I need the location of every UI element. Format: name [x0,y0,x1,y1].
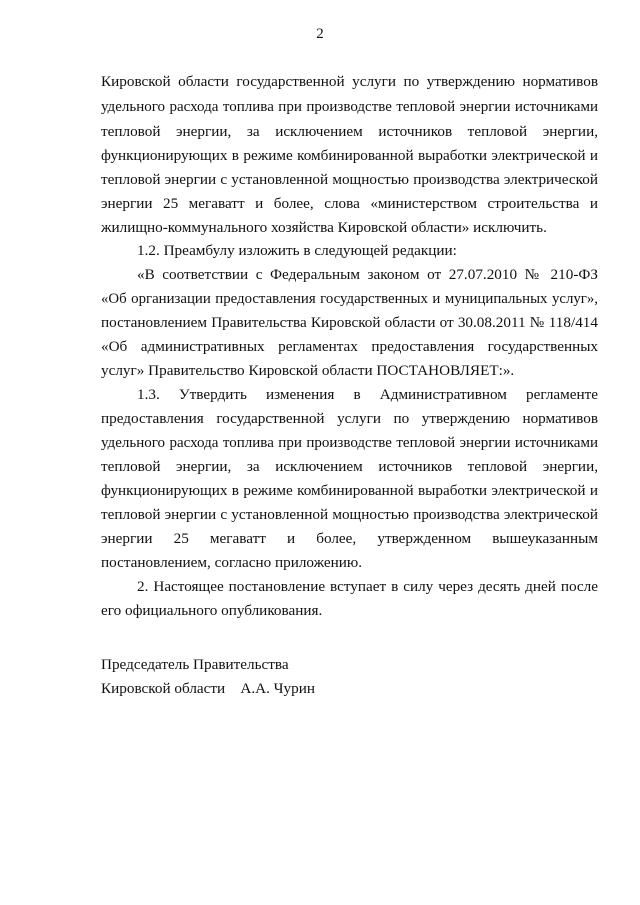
text-line: функционирующих в режиме комбинированной выработки электрической и [101,147,598,164]
text-line: «В соответствии с Федеральным законом от 27.07.2010 № 210-ФЗ [137,266,598,283]
text-line: постановлением, согласно приложению. [101,554,363,571]
text-line: «Об организации предоставления государственных и муниципальных услуг», [101,291,598,307]
text-line: постановлением Правительства Кировской области от 30.08.2011 № 118/414 [101,314,598,331]
text-line: энергии 25 мегаватт и более, слова «министерством строительства и [101,195,598,212]
text-line: 1.3. Утвердить изменения в Административном регламенте [137,386,598,403]
text-line: услуг» Правительство Кировской области ПОСТАНОВЛЯЕТ:». [101,362,515,379]
text-line: удельного расхода топлива при производстве тепловой энергии источниками [101,99,598,115]
text-line: предоставления государственной услуги по утверждению нормативов [101,410,598,427]
text-line: 2. Настоящее постановление вступает в силу через десять дней после [137,578,598,595]
text-line: тепловой энергии, за исключением источников тепловой энергии, [101,458,598,475]
text-line: его официального опубликования. [101,602,323,619]
text-line: Кировской области государственной услуги по утверждению нормативов [101,73,598,90]
text-line: удельного расхода топлива при производстве тепловой энергии источниками [101,435,598,451]
signature-name: Кировской области А.А. Чурин [101,680,315,697]
page-number: 2 [316,26,324,42]
text-line: 1.2. Преамбулу изложить в следующей редакции: [137,242,457,259]
text-line: тепловой энергии, за исключением источников тепловой энергии, [101,123,598,140]
text-line: энергии 25 мегаватт и более, утвержденном вышеуказанным [101,530,598,547]
signature-title: Председатель Правительства [101,656,289,673]
text-line: тепловой энергии с установленной мощностью производства электрической [101,506,598,523]
text-line: «Об административных регламентах предоставления государственных [101,338,598,355]
text-line: тепловой энергии с установленной мощностью производства электрической [101,171,598,188]
text-line: функционирующих в режиме комбинированной выработки электрической и [101,482,598,499]
text-line: жилищно-коммунального хозяйства Кировской области» исключить. [101,219,547,236]
